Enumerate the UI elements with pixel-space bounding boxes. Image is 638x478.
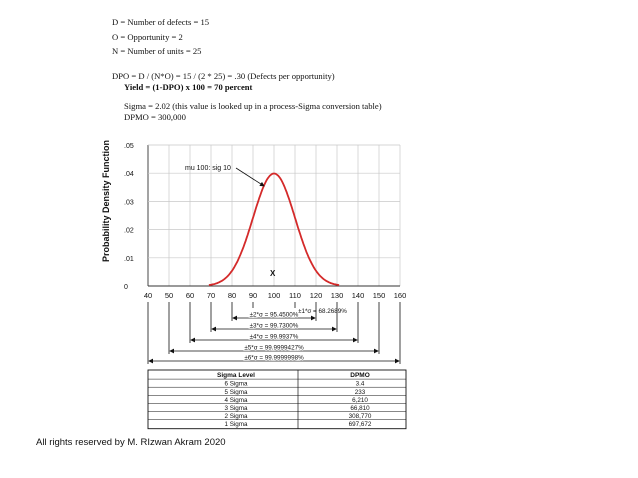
dpo-formula: DPO = D / (N*O) = 15 / (2 * 25) = .30 (Defects per opportunity) [112, 71, 335, 81]
x-tick-label: 70 [206, 291, 216, 300]
y-tick-label: 0 [124, 284, 128, 291]
sigma-formula: Sigma = 2.02 (this value is looked up in a process-Sigma conversion table) [124, 101, 382, 111]
x-tick-label: 50 [164, 291, 174, 300]
table-header: DPMO [350, 372, 370, 380]
table-cell: 6,210 [352, 396, 368, 404]
range-label: ±3*σ = 99.7300% [249, 322, 299, 330]
table-cell: 66,810 [350, 405, 370, 412]
table-cell: 3 Sigma [224, 405, 248, 412]
range-label: ±4*σ = 99.9937% [249, 333, 299, 341]
y-tick-label: .02 [124, 227, 134, 235]
copyright-footer: All rights reserved by M. RIzwan Akram 2020 [36, 437, 226, 448]
dpmo-formula: DPMO = 300,000 [124, 112, 186, 122]
opportunity-formula: O = Opportunity = 2 [112, 32, 183, 42]
x-tick-label: 130 [330, 291, 344, 300]
annotation-arrow [236, 168, 264, 186]
table-cell: 308,770 [348, 413, 372, 421]
curve-annotation: mu 100: sig 10 [185, 165, 231, 172]
x-tick-label: 90 [248, 291, 258, 300]
table-cell: 6 Sigma [224, 380, 248, 388]
x-tick-label: 80 [227, 291, 237, 300]
x-tick-label: 100 [267, 291, 281, 300]
table-cell: 1 Sigma [224, 421, 248, 429]
x-tick-label: 40 [143, 291, 153, 300]
range-label: ±2*σ = 95.4500% [249, 311, 299, 319]
sigma-dpmo-table [148, 370, 406, 429]
table-cell: 4 Sigma [224, 396, 248, 404]
table-cell: 3.4 [355, 380, 365, 388]
x-tick-labels [144, 291, 406, 300]
y-tick-label: .05 [124, 143, 134, 150]
y-tick-labels [124, 143, 134, 291]
table-cell: 697,672 [348, 421, 372, 429]
range-label: ±1*σ = 68.2689% [298, 308, 347, 315]
y-axis-label: Probability Density Function [101, 139, 111, 262]
x-tick-label: 160 [393, 291, 407, 300]
sigma-ranges [148, 302, 400, 364]
x-tick-label: 60 [185, 291, 195, 300]
table-cell: 2 Sigma [224, 413, 248, 421]
x-tick-label: 140 [351, 291, 365, 300]
x-tick-label: 150 [372, 291, 386, 300]
defects-formula: D = Number of defects = 15 [112, 17, 210, 27]
units-formula: N = Number of units = 25 [112, 46, 202, 56]
range-label: ±5*σ = 99.9999427% [244, 344, 304, 352]
table-cell: 233 [354, 388, 366, 396]
range-label: ±6*σ = 99.9999998% [244, 354, 304, 362]
y-tick-label: .04 [124, 171, 134, 179]
x-tick-label: 110 [289, 291, 301, 300]
mean-marker: X [270, 269, 276, 278]
x-tick-label: 120 [309, 291, 323, 300]
y-tick-label: .03 [124, 199, 134, 207]
table-header: Sigma Level [217, 372, 255, 380]
table-cell: 5 Sigma [224, 388, 248, 396]
y-tick-label: .01 [124, 255, 134, 263]
yield-formula: Yield = (1-DPO) x 100 = 70 percent [124, 82, 253, 92]
